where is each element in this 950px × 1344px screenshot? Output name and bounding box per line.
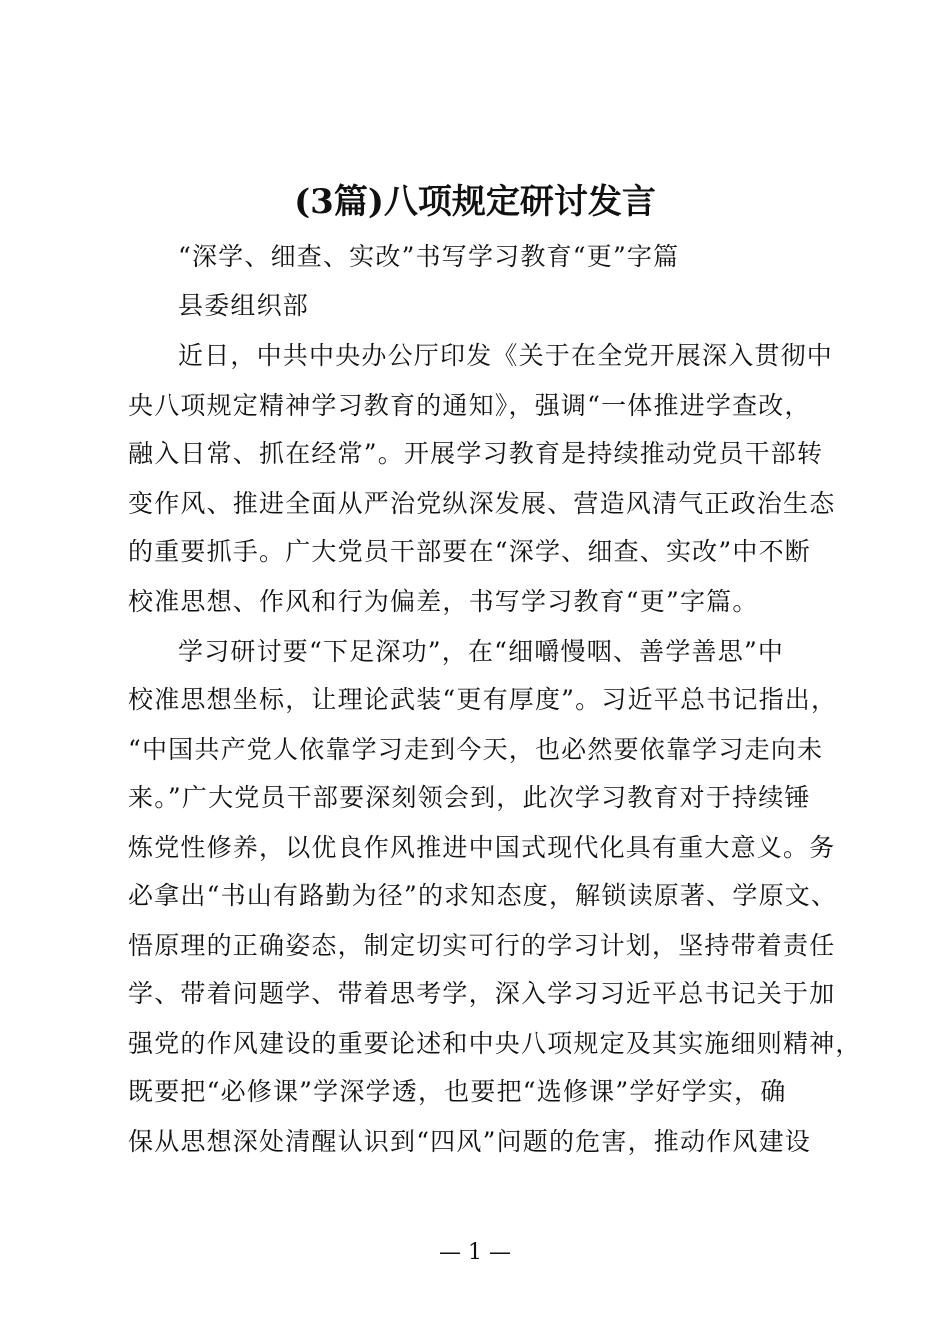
paragraph-line: 变作风、推进全面从严治党纵深发展、营造风清气正政治生态 (128, 489, 836, 518)
paragraph-line: 必拿出“书山有路勤为径”的求知态度，解锁读原著、学原文、 (128, 881, 838, 910)
paragraph-line: 保从思想深处清醒认识到“四风”问题的危害，推动作风建设 (128, 1127, 811, 1156)
paragraph-line: 来。”广大党员干部要深刻领会到，此次学习教育对于持续锤 (128, 783, 811, 812)
paragraph-line: “中国共产党人依靠学习走到今天，也必然要依靠学习走向未 (128, 735, 824, 764)
document-subtitle: “深学、细查、实改”书写学习教育“更”字篇 (178, 242, 680, 271)
paragraph-line: 校准思想、作风和行为偏差，书写学习教育“更”字篇。 (128, 587, 759, 616)
author-line: 县委组织部 (178, 291, 310, 320)
paragraph-line: 校准思想坐标，让理论武装“更有厚度”。习近平总书记指出， (128, 685, 838, 714)
paragraph-line: 强党的作风建设的重要论述和中央八项规定及其实施细则精神， (128, 1029, 862, 1058)
paragraph-line: 学习研讨要“下足深功”，在“细嚼慢咽、善学善思”中 (178, 637, 785, 666)
paragraph-line: 的重要抓手。广大党员干部要在“深学、细查、实改”中不断 (128, 537, 811, 566)
paragraph-line: 悟原理的正确姿态，制定切实可行的学习计划，坚持带着责任 (128, 931, 836, 960)
paragraph-line: 学、带着问题学、带着思考学，深入学习习近平总书记关于加 (128, 979, 836, 1008)
paragraph-line: 炼党性修养，以优良作风推进中国式现代化具有重大意义。务 (128, 833, 836, 862)
page-number: — 1 — (439, 1240, 511, 1265)
paragraph-line: 近日，中共中央办公厅印发《关于在全党开展深入贯彻中 (178, 341, 834, 370)
paragraph-line: 融入日常、抓在经常”。开展学习教育是持续推动党员干部转 (128, 439, 824, 468)
paragraph-line: 既要把“必修课”学深学透，也要把“选修课”学好学实，确 (128, 1077, 787, 1106)
document-title: (3篇)八项规定研讨发言 (294, 182, 656, 222)
paragraph-line: 央八项规定精神学习教育的通知》，强调“一体推进学查改， (128, 391, 811, 420)
